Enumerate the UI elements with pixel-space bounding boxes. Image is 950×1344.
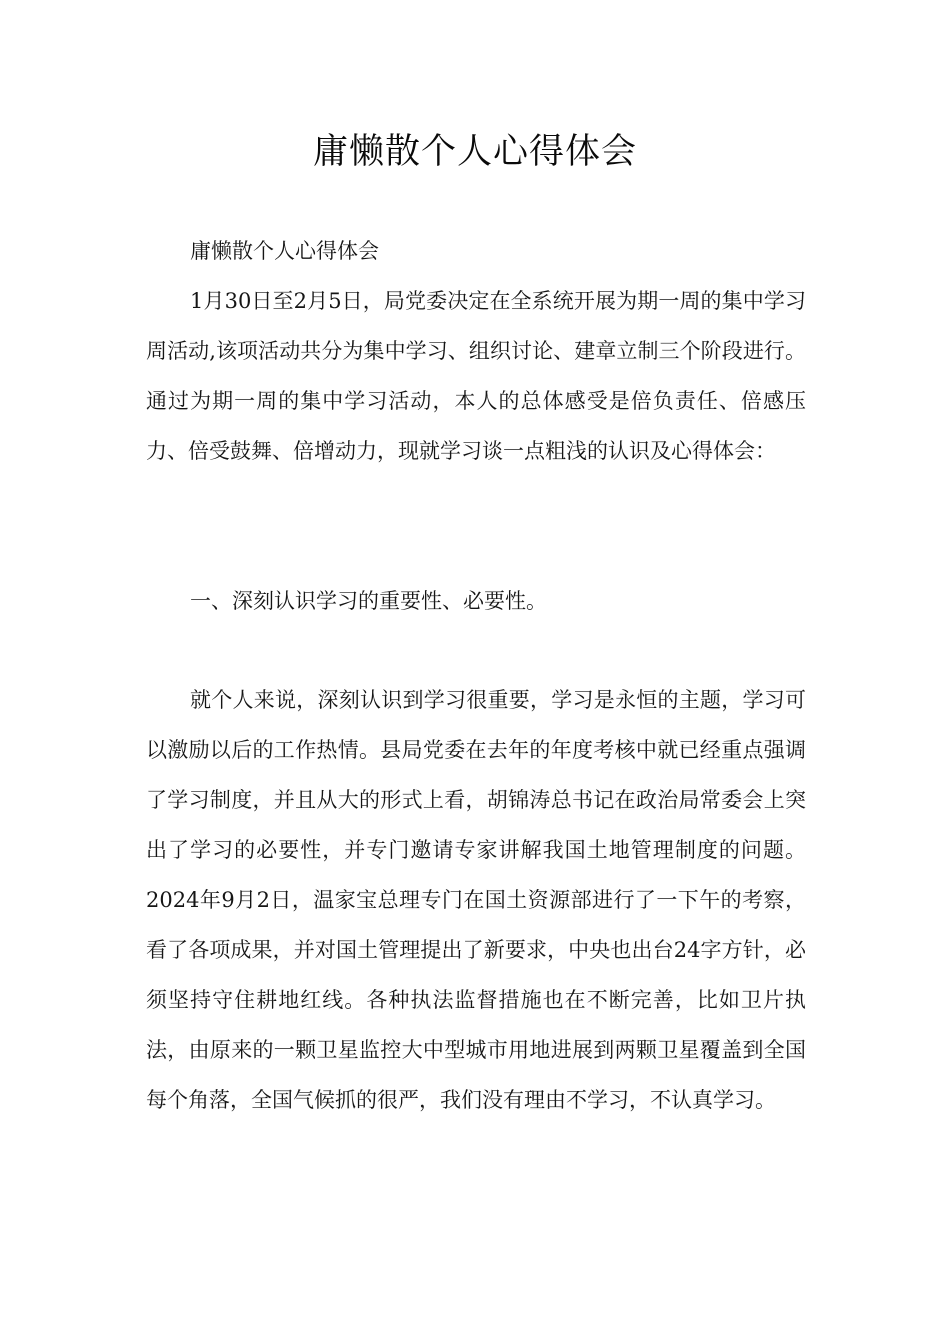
paragraph-intro: 1月30日至2月5日，局党委决定在全系统开展为期一周的集中学习周活动,该项活动共分为集中学习、组织讨论、建章立制三个阶段进行。通过为期一周的集中学习活动，本人的总体感受是倍负责任、倍感压力、倍受鼓舞、倍增动力，现就学习谈一点粗浅的认识及心得体会： [146,289,806,463]
document-title: 庸懒散个人心得体会 [312,132,637,172]
paragraph-body-1: 就个人来说，深刻认识到学习很重要，学习是永恒的主题，学习可以激励以后的工作热情。县局党委在去年的年度考核中就已经重点强调了学习制度，并且从大的形式上看，胡锦涛总书记在政治局常委会上突出了学习的必要性，并专门邀请专家讲解我国土地管理制度的问题。2024年9月2日，温家宝总理专门在国土资源部进行了一下午的考察，看了各项成果，并对国土管理提出了新要求，中央也出台24字方针，必须坚持守住耕地红线。各种执法监督措施也在不断完善，比如卫片执法，由原来的一颗卫星监控大中型城市用地进展到两颗卫星覆盖到全国每个角落，全国气候抓的很严，我们没有理由不学习，不认真学习。 [146,688,806,1112]
section-heading-1: 一、深刻认识学习的重要性、必要性。 [190,589,547,613]
paragraph-subtitle: 庸懒散个人心得体会 [190,239,379,263]
